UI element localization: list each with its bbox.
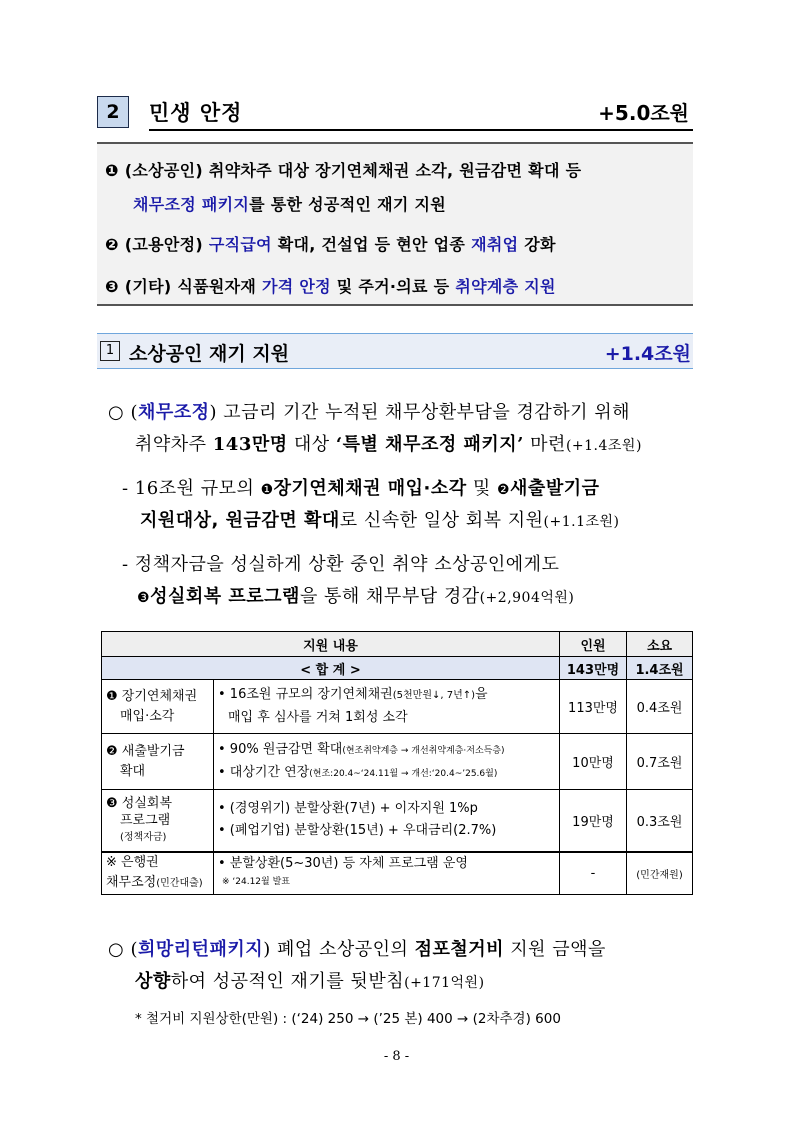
summary-line-3: ❸ (기타) 식품원자재 가격 안정 및 주거·의료 등 취약계층 지원: [105, 277, 556, 296]
paragraph-2-line-1: ○ (희망리턴패키지) 폐업 소상공인의 점포철거비 지원 금액을: [108, 939, 606, 960]
header-people: 인원: [560, 632, 627, 657]
circle-3-icon: ❸: [137, 590, 151, 606]
circle-3-icon: ❸: [105, 277, 119, 296]
subsection-number-box: 1: [100, 341, 120, 361]
circle-1-icon: ❶: [260, 482, 274, 498]
subsection-header: [97, 333, 693, 369]
table-row: ※ 은행권 채무조정(민간대출) • 분할상환(5~30년) 등 자체 프로그램 운영 ※ ‘24.12월 발표 - (민간재원): [102, 852, 693, 895]
circle-2-icon: ❷: [105, 235, 119, 254]
table-total-row: < 합 계 > 143만명 1.4조원: [102, 657, 693, 680]
summary-line-1: ❶ (소상공인) 취약차주 대상 장기연체채권 소각, 원금감면 확대 등: [105, 161, 582, 180]
paragraph-1-line-1: ○ (채무조정) 고금리 기간 누적된 채무상환부담을 경감하기 위해: [108, 402, 631, 423]
subsection-title: 소상공인 재기 지원: [129, 343, 290, 365]
subsection-amount: +1.4조원: [604, 343, 691, 365]
section-title: 민생 안정: [149, 101, 243, 125]
circle-2-icon: ❷: [496, 482, 511, 498]
summary-line-1b: 채무조정 패키지를 통한 성공적인 재기 지원: [133, 195, 446, 214]
paragraph-2-line-2: 상향하여 성공적인 재기를 뒷받침(+171억원): [135, 971, 485, 992]
paragraph-1-dash-2: - 정책자금을 성실하게 상환 중인 취약 소상공인에게도: [122, 554, 560, 575]
paragraph-1-dash-1: - 16조원 규모의 ❶장기연체채권 매입·소각 및 ❷새출발기금: [122, 478, 600, 499]
section-header: [97, 93, 693, 133]
section-amount: +5.0조원: [598, 101, 689, 125]
paragraph-1-dash-2-cont: ❸성실회복 프로그램을 통해 채무부담 경감(+2,904억원): [137, 586, 575, 607]
table-row: ❶ 장기연체채권 매입·소각 • 16조원 규모의 장기연체채권(5천만원↓, 7년↑)을 매입 후 심사를 거쳐 1회성 소각 113만명 0.4조원: [102, 680, 693, 734]
header-content: 지원 내용: [102, 632, 560, 657]
header-cost: 소요: [627, 632, 693, 657]
paragraph-2-note: * 철거비 지원상한(만원) : (‘24) 250 → (’25 본) 400 → (2차추경) 600: [135, 1011, 561, 1027]
summary-line-2: ❷ (고용안정) 구직급여 확대, 건설업 등 현안 업종 재취업 강화: [105, 235, 556, 254]
table-row: ❷ 새출발기금 확대 • 90% 원금감면 확대(현조취약계층 → 개선취약계층·저소득층) • 대상기간 연장(현조:20.4~‘24.11월 → 개선:‘20.4~’25.6월) 10만명 0.7조원: [102, 734, 693, 790]
summary-box: [97, 142, 693, 306]
page-number: - 8 -: [383, 1049, 410, 1064]
section-number: 2: [97, 96, 129, 128]
table-header-row: [102, 632, 693, 657]
support-table: [101, 631, 693, 895]
table-row: ❸ 성실회복 프로그램 (정책자금) • (경영위기) 분할상환(7년) + 이자지원 1%p • (폐업기업) 분할상환(15년) + 우대금리(2.7%) 19만명 0.3조원: [102, 790, 693, 852]
paragraph-1-line-2: 취약차주 143만명 대상 ‘특별 채무조정 패키지’ 마련(+1.4조원): [135, 434, 642, 455]
circle-1-icon: ❶: [105, 161, 119, 180]
paragraph-1-dash-1-cont: 지원대상, 원금감면 확대로 신속한 일상 회복 지원(+1.1조원): [140, 510, 620, 531]
section-underline: [149, 129, 693, 131]
